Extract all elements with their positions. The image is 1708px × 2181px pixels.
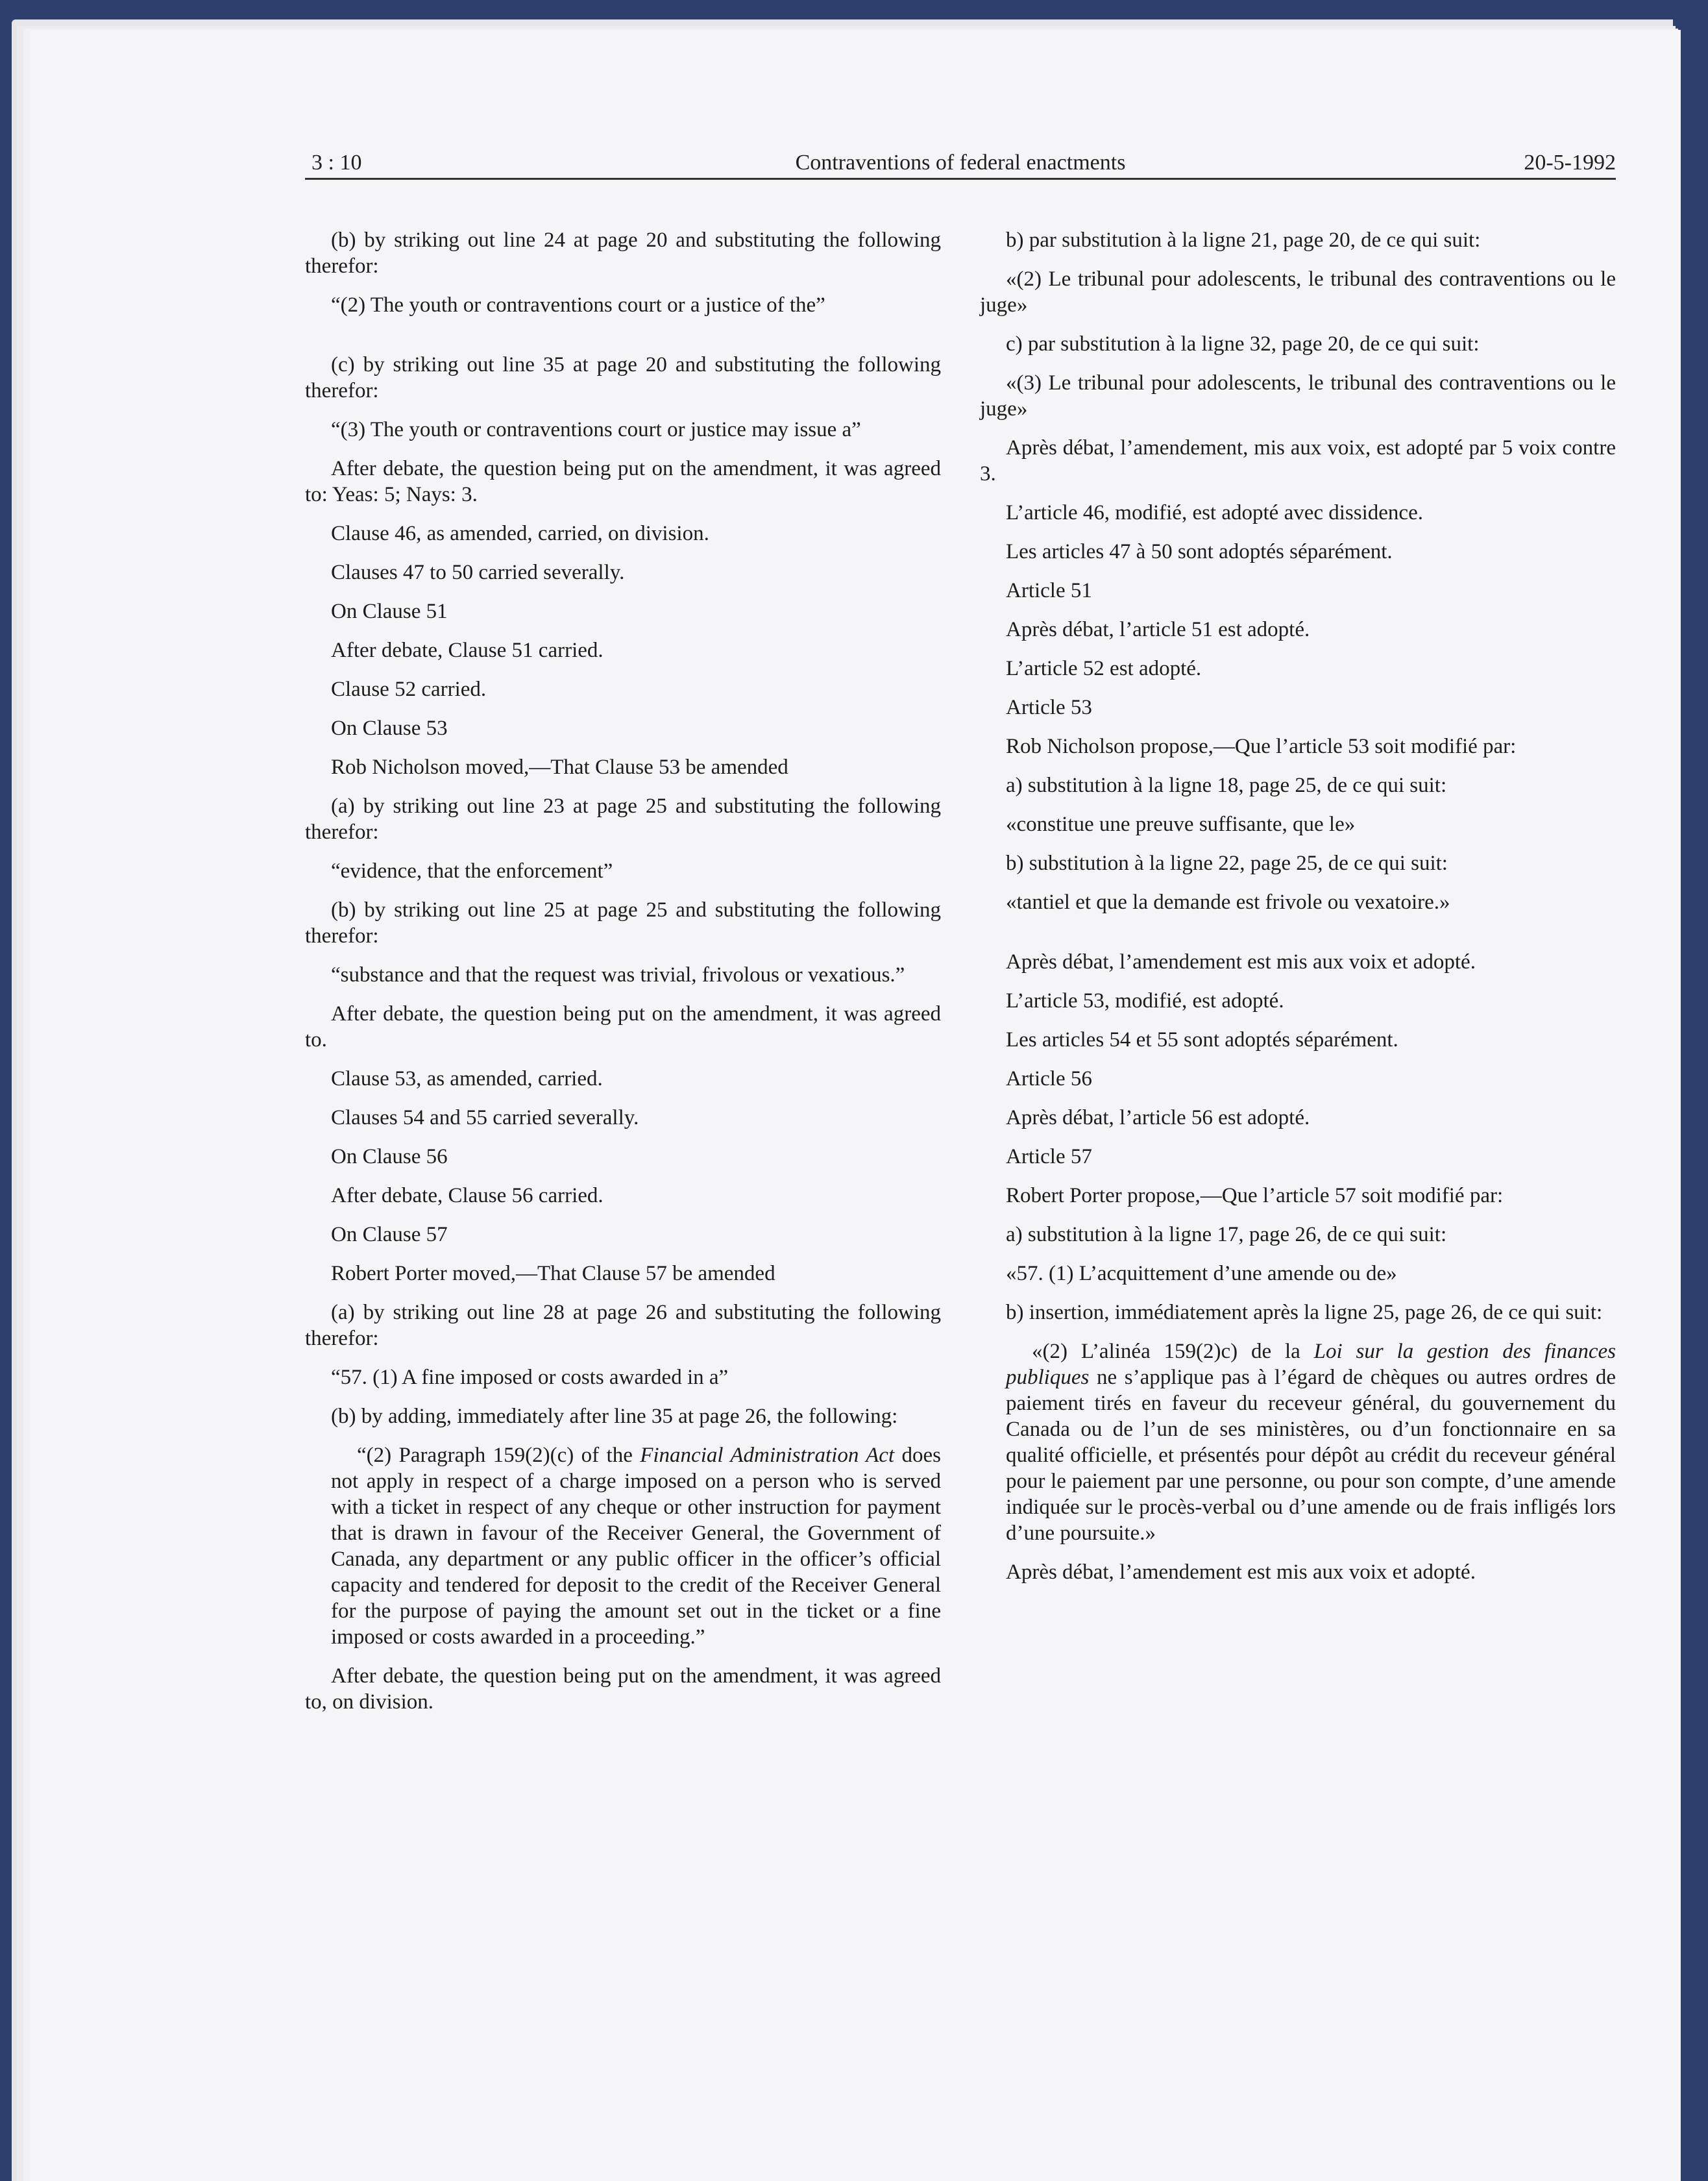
paragraph: After debate, the question being put on the amendment, it was agreed to: Yeas: 5; Nays: 3. — [305, 457, 941, 506]
paragraph: L’article 52 est adopté. — [1006, 657, 1202, 680]
running-title: Contraventions of federal enactments — [795, 151, 1126, 175]
quoted-text: «tantiel et que la demande est frivole ou vexatoire.» — [1006, 891, 1450, 914]
english-column — [305, 227, 941, 1728]
clause-heading: Article 57 — [1006, 1145, 1092, 1168]
paragraph: b) par substitution à la ligne 21, page 20, de ce qui suit: — [1006, 228, 1481, 252]
paragraph: Les articles 47 à 50 sont adoptés séparément. — [1006, 540, 1393, 563]
paragraph: b) insertion, immédiatement après la ligne 25, page 26, de ce qui suit: — [1006, 1301, 1603, 1324]
quoted-text: «(3) Le tribunal pour adolescents, le tribunal des contraventions ou le juge» — [980, 371, 1616, 421]
paragraph: (b) by adding, immediately after line 35 at page 26, the following: — [331, 1405, 898, 1428]
paragraph: b) substitution à la ligne 22, page 25, de ce qui suit: — [1006, 852, 1448, 875]
paragraph: Robert Porter propose,—Que l’article 57 soit modifié par: — [1006, 1184, 1504, 1207]
paragraph: Les articles 54 et 55 sont adoptés séparément. — [1006, 1028, 1398, 1052]
header-date: 20-5-1992 — [1524, 151, 1616, 175]
quote-text: does not apply in respect of a charge imposed on a person who is served with a ticket in respect of any cheque or other instruction for payment that is drawn in favour of the Receiver General, the Government of Canada, any department or any public officer in the officer’s official capacity and tendered for deposit to the credit of the Receiver General for the purpose of paying the amount set out in the ticket or a fine imposed or costs awarded in a proceeding.” — [331, 1444, 941, 1649]
quote-text: «(2) L’alinéa 159(2)c) de la — [1032, 1340, 1314, 1363]
quote-text: “(2) Paragraph 159(2)(c) of the — [357, 1444, 640, 1467]
paragraph: Clauses 54 and 55 carried severally. — [331, 1106, 639, 1129]
paragraph: Après débat, l’article 51 est adopté. — [1006, 618, 1310, 641]
paragraph: a) substitution à la ligne 17, page 26, de ce qui suit: — [1006, 1223, 1447, 1246]
paragraph: Clauses 47 to 50 carried severally. — [331, 561, 625, 584]
paragraph: (a) by striking out line 28 at page 26 and substituting the following therefor: — [305, 1301, 941, 1350]
clause-heading: Article 53 — [1006, 696, 1092, 719]
paragraph: Clause 53, as amended, carried. — [331, 1067, 603, 1090]
clause-heading: On Clause 57 — [331, 1223, 448, 1246]
paragraph: Après débat, l’article 56 est adopté. — [1006, 1106, 1310, 1129]
paragraph: Après débat, l’amendement, mis aux voix, est adopté par 5 voix contre 3. — [980, 436, 1616, 486]
clause-heading: On Clause 56 — [331, 1145, 448, 1168]
page-header — [305, 149, 1616, 180]
act-title: Loi sur la gestion des finances publiques — [1006, 1340, 1616, 1389]
act-title: Financial Administration Act — [640, 1444, 895, 1467]
paragraph: Robert Porter moved,—That Clause 57 be amended — [331, 1262, 775, 1285]
quoted-text: «constitue une preuve suffisante, que le» — [1006, 813, 1356, 836]
clause-heading: On Clause 51 — [331, 600, 448, 623]
french-column — [980, 227, 1616, 1598]
paragraph: Rob Nicholson moved,—That Clause 53 be amended — [331, 756, 788, 779]
quoted-provision — [305, 1442, 941, 1650]
paragraph: Après débat, l’amendement est mis aux voix et adopté. — [1006, 1560, 1476, 1584]
quoted-provision — [980, 1338, 1616, 1546]
page-number: 3 : 10 — [311, 151, 362, 175]
paragraph: (c) by striking out line 35 at page 20 and substituting the following therefor: — [305, 353, 941, 402]
clause-heading: Article 56 — [1006, 1067, 1092, 1090]
paragraph: c) par substitution à la ligne 32, page 20, de ce qui suit: — [1006, 332, 1480, 356]
quoted-text: «(2) Le tribunal pour adolescents, le tribunal des contraventions ou le juge» — [980, 267, 1616, 317]
paragraph: After debate, Clause 51 carried. — [331, 639, 604, 662]
paragraph: L’article 46, modifié, est adopté avec dissidence. — [1006, 501, 1423, 524]
paragraph: (b) by striking out line 24 at page 20 and substituting the following therefor: — [305, 228, 941, 278]
paragraph: a) substitution à la ligne 18, page 25, de ce qui suit: — [1006, 774, 1447, 797]
paragraph: (b) by striking out line 25 at page 25 and substituting the following therefor: — [305, 898, 941, 948]
paragraph: (a) by striking out line 23 at page 25 and substituting the following therefor: — [305, 795, 941, 844]
clause-heading: On Clause 53 — [331, 717, 448, 740]
clause-heading: Article 51 — [1006, 579, 1092, 602]
paragraph: After debate, the question being put on the amendment, it was agreed to, on division. — [305, 1664, 941, 1714]
quoted-text: “(3) The youth or contraventions court or justice may issue a” — [331, 418, 861, 441]
paragraph: After debate, Clause 56 carried. — [331, 1184, 604, 1207]
paragraph: Rob Nicholson propose,—Que l’article 53 soit modifié par: — [1006, 735, 1517, 758]
quoted-text: “evidence, that the enforcement” — [331, 859, 613, 883]
quoted-text: “(2) The youth or contraventions court or a justice of the” — [331, 293, 825, 317]
paragraph: L’article 53, modifié, est adopté. — [1006, 989, 1284, 1013]
quoted-text: “substance and that the request was trivial, frivolous or vexatious.” — [331, 963, 905, 987]
quote-text: ne s’applique pas à l’égard de chèques ou autres ordres de paiement tirés en faveur du receveur général, du gouvernement du Canada ou de l’un de ses ministères, ou d’un fonctionnaire en sa qualité officielle, et présentés pour dépôt au crédit du receveur général pour le paiement par une personne, ou pour son compte, d’une amende indiquée sur le procès-verbal ou d’une amende ou de frais infligés lors d’une poursuite.» — [1006, 1366, 1616, 1545]
paragraph: Clause 52 carried. — [331, 678, 487, 701]
quoted-text: «57. (1) L’acquittement d’une amende ou de» — [1006, 1262, 1397, 1285]
paragraph: After debate, the question being put on the amendment, it was agreed to. — [305, 1002, 941, 1052]
quoted-text: “57. (1) A fine imposed or costs awarded in a” — [331, 1366, 729, 1389]
paragraph: Clause 46, as amended, carried, on division. — [331, 522, 709, 545]
paragraph: Après débat, l’amendement est mis aux voix et adopté. — [1006, 950, 1476, 974]
